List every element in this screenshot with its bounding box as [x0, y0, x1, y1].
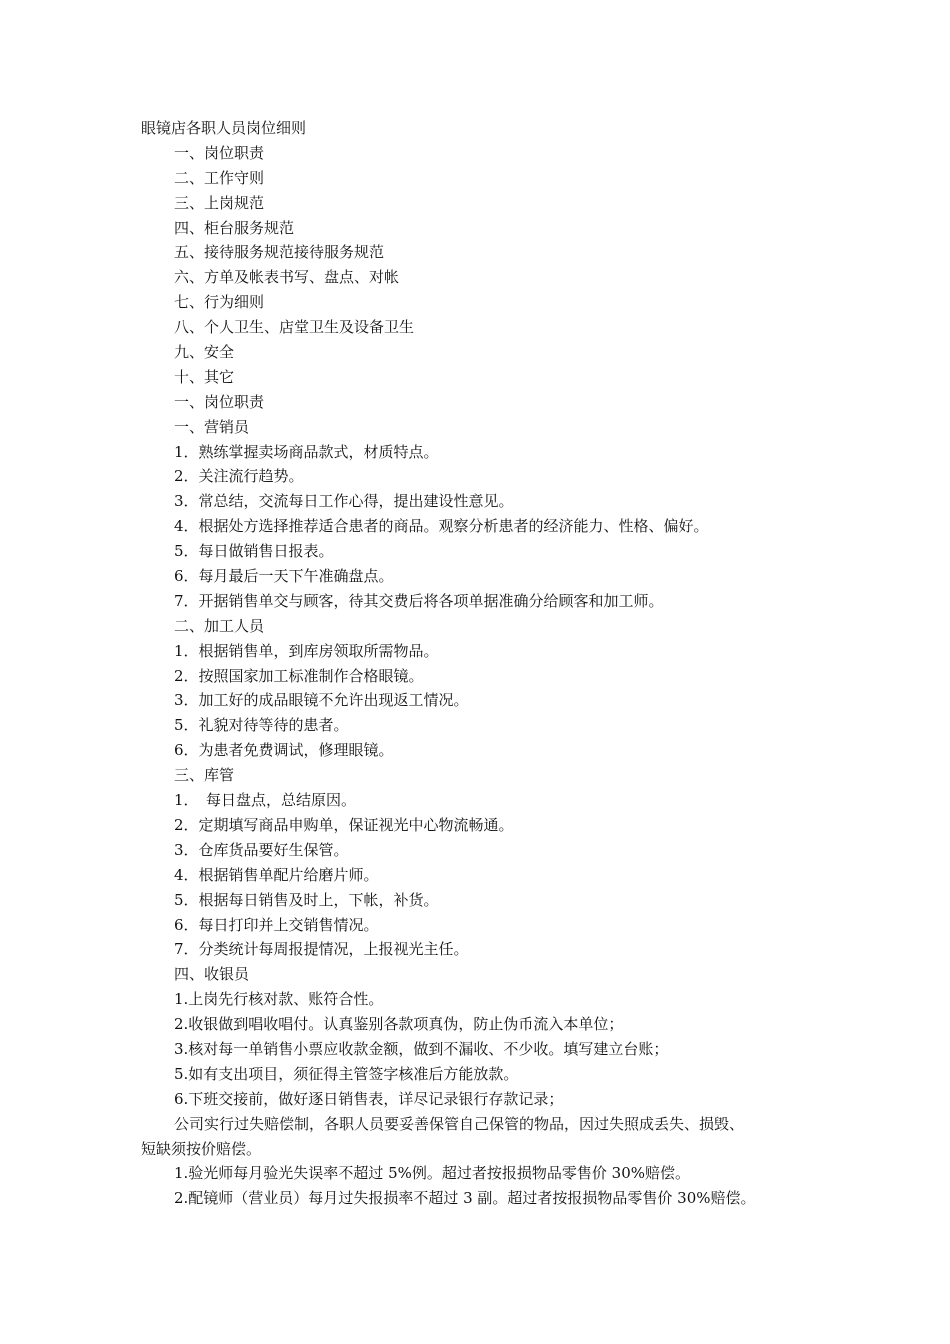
toc-item: 八、个人卫生、店堂卫生及设备卫生: [174, 318, 415, 337]
list-item: 2.配镜师（营业员）每月过失报损率不超过 3 副。超过者按报损物品零售价 30%赔偿。: [174, 1189, 756, 1208]
list-item: 1.验光师每月验光失误率不超过 5%例。超过者按报损物品零售价 30%赔偿。: [174, 1164, 690, 1183]
list-item: 3．常总结，交流每日工作心得，提出建设性意见。: [174, 492, 514, 511]
paragraph-line: 短缺须按价赔偿。: [141, 1139, 262, 1158]
list-item: 1.上岗先行核对款、账符合性。: [174, 990, 384, 1009]
list-item: 2．定期填写商品申购单，保证视光中心物流畅通。: [174, 815, 514, 834]
toc-item: 四、柜台服务规范: [174, 218, 295, 237]
list-item: 6.下班交接前，做好逐日销售表，详尽记录银行存款记录；: [174, 1089, 564, 1108]
list-item: 3．加工好的成品眼镜不允许出现返工情况。: [174, 691, 469, 710]
document-body: [141, 116, 821, 1211]
list-item: 2．按照国家加工标准制作合格眼镜。: [174, 666, 424, 685]
toc-item: 五、接待服务规范接待服务规范: [174, 243, 385, 262]
cashier-section: [141, 962, 821, 1111]
list-item: 7．开据销售单交与顾客，待其交费后将各项单据准确分给顾客和加工师。: [174, 591, 664, 610]
paragraph-line: 公司实行过失赔偿制，各职人员要妥善保管自己保管的物品，因过失照成丢失、损毁、: [174, 1114, 745, 1133]
list-item: 7．分类统计每周报提情况，上报视光主任。: [174, 940, 469, 959]
subsection-heading: 三、库管: [174, 766, 235, 785]
toc-item: 十、其它: [174, 367, 235, 386]
list-item: 1．根据销售单，到库房领取所需物品。: [174, 641, 439, 660]
list-item: 4．根据销售单配片给磨片师。: [174, 865, 379, 884]
list-item: 3.核对每一单销售小票应收款金额，做到不漏收、不少收。填写建立台账；: [174, 1039, 669, 1058]
list-item: 1． 每日盘点，总结原因。: [174, 791, 357, 810]
compensation-section: [141, 1112, 821, 1212]
list-item: 5．根据每日销售及时上，下帐，补货。: [174, 890, 439, 909]
list-item: 4．根据处方选择推荐适合患者的商品。观察分析患者的经济能力、性格、偏好。: [174, 517, 709, 536]
list-item: 5．每日做销售日报表。: [174, 542, 334, 561]
toc-item: 三、上岗规范: [174, 193, 265, 212]
list-item: 6．每日打印并上交销售情况。: [174, 915, 379, 934]
list-item: 6．每月最后一天下午准确盘点。: [174, 567, 394, 586]
section-heading: 一、岗位职责: [174, 392, 265, 411]
list-item: 5.如有支出项目，须征得主管签字核准后方能放款。: [174, 1064, 519, 1083]
warehouse-section: [141, 763, 821, 962]
document-title: 眼镜店各职人员岗位细则: [141, 119, 307, 137]
list-item: 1．熟练掌握卖场商品款式，材质特点。: [174, 442, 439, 461]
list-item: 3．仓库货品要好生保管。: [174, 840, 349, 859]
list-item: 2．关注流行趋势。: [174, 467, 304, 486]
list-item: 5．礼貌对待等待的患者。: [174, 716, 349, 735]
list-item: 6．为患者免费调试，修理眼镜。: [174, 741, 394, 760]
toc-item: 七、行为细则: [174, 293, 265, 312]
toc-item: 九、安全: [174, 343, 235, 362]
list-item: 2.收银做到唱收唱付。认真鉴别各款项真伪，防止伪币流入本单位；: [174, 1015, 624, 1034]
table-of-contents: [141, 141, 821, 390]
subsection-heading: 一、营销员: [174, 417, 250, 436]
toc-item: 二、工作守则: [174, 168, 265, 187]
toc-item: 一、岗位职责: [174, 143, 265, 162]
sales-section: [141, 415, 821, 614]
toc-item: 六、方单及帐表书写、盘点、对帐: [174, 268, 400, 287]
processing-section: [141, 614, 821, 763]
subsection-heading: 二、加工人员: [174, 616, 265, 635]
subsection-heading: 四、收银员: [174, 965, 250, 984]
